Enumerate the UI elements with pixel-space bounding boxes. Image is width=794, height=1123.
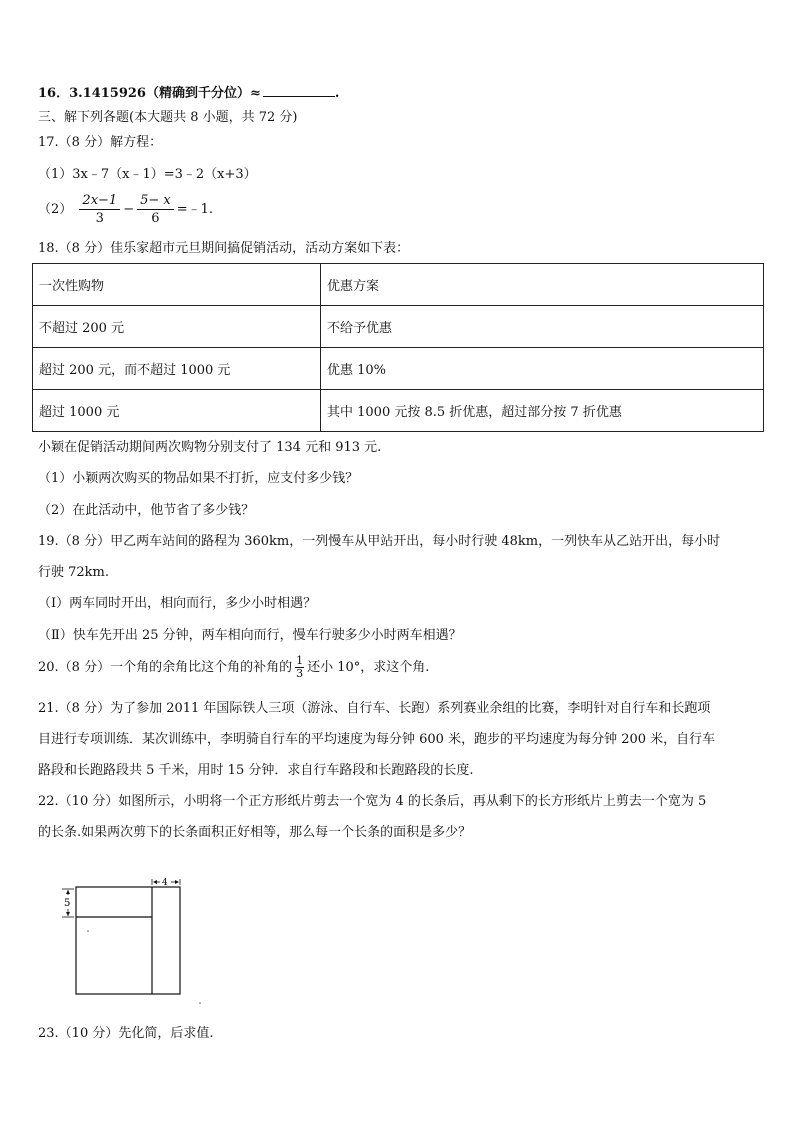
arrow-up xyxy=(66,890,70,894)
fraction-1-denominator: 3 xyxy=(95,211,104,226)
question-18-sub1: （1）小颖两次购买的物品如果不打折，应支付多少钱？ xyxy=(38,471,359,486)
fraction-1 xyxy=(79,192,120,227)
table-header-cell: 优惠方案 xyxy=(321,264,764,306)
table-cell: 其中 1000 元按 8.5 折优惠，超过部分按 7 折优惠 xyxy=(321,390,764,432)
table-cell: 优惠 10% xyxy=(321,348,764,390)
fraction-denominator: 3 xyxy=(296,667,304,680)
q16-text: 16．3.1415926（精确到千分位）≈ xyxy=(38,86,261,101)
question-19-line1: 19.（8 分）甲乙两车站间的路程为 360km，一列慢车从甲站开出，每小时行驶 48km，一列快车从乙站开出，每小时 xyxy=(38,534,721,549)
table-header-row xyxy=(33,264,764,306)
q17-part2-tail: =﹣1. xyxy=(176,202,214,217)
answer-blank xyxy=(263,84,335,97)
table-row xyxy=(33,348,764,390)
square-cut-figure xyxy=(52,873,212,1012)
fraction-1-numerator: 2x−1 xyxy=(79,192,120,210)
question-17-head: 17.（8 分）解方程： xyxy=(38,135,163,150)
question-21-line2: 目进行专项训练．某次训练中，李明骑自行车的平均速度为每分钟 600 米，跑步的平均速度为每分钟 200 米，自行车 xyxy=(38,732,716,747)
question-22-line1: 22.（10 分）如图所示，小明将一个正方形纸片剪去一个宽为 4 的长条后，再从剩下的长方形纸片上剪去一个宽为 5 xyxy=(38,794,707,809)
question-17-part2 xyxy=(38,192,213,227)
fraction-2 xyxy=(137,192,174,227)
figure-svg xyxy=(52,873,212,1008)
question-19-sub2: （Ⅱ）快车先开出 25 分钟，两车相向而行，慢车行驶多少小时两车相遇？ xyxy=(38,628,462,643)
question-18-head: 18.（8 分）佳乐家超市元旦期间搞促销活动，活动方案如下表： xyxy=(38,241,410,256)
question-23-head: 23.（10 分）先化简，后求值. xyxy=(38,1026,214,1041)
question-19-line2: 行驶 72km. xyxy=(38,565,110,580)
label-4: 4 xyxy=(162,878,168,888)
fraction-numerator: 1 xyxy=(296,654,304,667)
fraction-one-third xyxy=(295,655,304,680)
scan-dot xyxy=(199,1002,201,1004)
fraction-2-denominator: 6 xyxy=(151,211,160,226)
square-outline xyxy=(76,887,180,994)
q20-pre: 20.（8 分）一个角的余角比这个角的补角的 xyxy=(38,660,293,675)
arrow-down xyxy=(66,912,70,916)
fraction-2-numerator: 5− x xyxy=(137,192,174,210)
question-21-line3: 路段和长跑路段共 5 千米，用时 15 分钟．求自行车路段和长跑路段的长度. xyxy=(38,763,474,778)
table-cell: 不给予优惠 xyxy=(321,306,764,348)
table-row xyxy=(33,390,764,432)
question-17-part1: （1）3x﹣7（x﹣1）=3﹣2（x+3） xyxy=(38,167,257,182)
question-18-sub2: （2）在此活动中，他节省了多少钱？ xyxy=(38,503,255,518)
arrow-left xyxy=(153,880,157,884)
question-19-sub1: （Ⅰ）两车同时开出，相向而行，多少小时相遇？ xyxy=(38,596,317,611)
section-heading: 三、解下列各题(本大题共 8 小题，共 72 分) xyxy=(38,110,298,125)
table-cell: 超过 200 元，而不超过 1000 元 xyxy=(33,348,321,390)
question-21-line1: 21.（8 分）为了参加 2011 年国际铁人三项（游泳、自行车、长跑）系列赛业余组的比赛，李明针对自行车和长跑项 xyxy=(38,701,711,716)
minus-sign: − xyxy=(123,202,135,217)
question-16 xyxy=(38,84,339,103)
scan-dot xyxy=(87,930,89,932)
table-header-cell: 一次性购物 xyxy=(33,264,321,306)
table-row xyxy=(33,306,764,348)
question-22-line2: 的长条.如果两次剪下的长条面积正好相等，那么每一个长条的面积是多少？ xyxy=(38,825,472,840)
q17-part2-label: （2） xyxy=(38,202,73,217)
question-20 xyxy=(38,655,429,680)
table-cell: 不超过 200 元 xyxy=(33,306,321,348)
q16-end: . xyxy=(334,86,340,101)
question-18-context: 小颖在促销活动期间两次购物分别支付了 134 元和 913 元. xyxy=(38,440,382,455)
arrow-right xyxy=(175,880,179,884)
table-cell: 超过 1000 元 xyxy=(33,390,321,432)
q20-post: 还小 10°，求这个角. xyxy=(307,660,430,675)
label-5: 5 xyxy=(64,898,71,909)
promotion-table xyxy=(32,263,764,432)
